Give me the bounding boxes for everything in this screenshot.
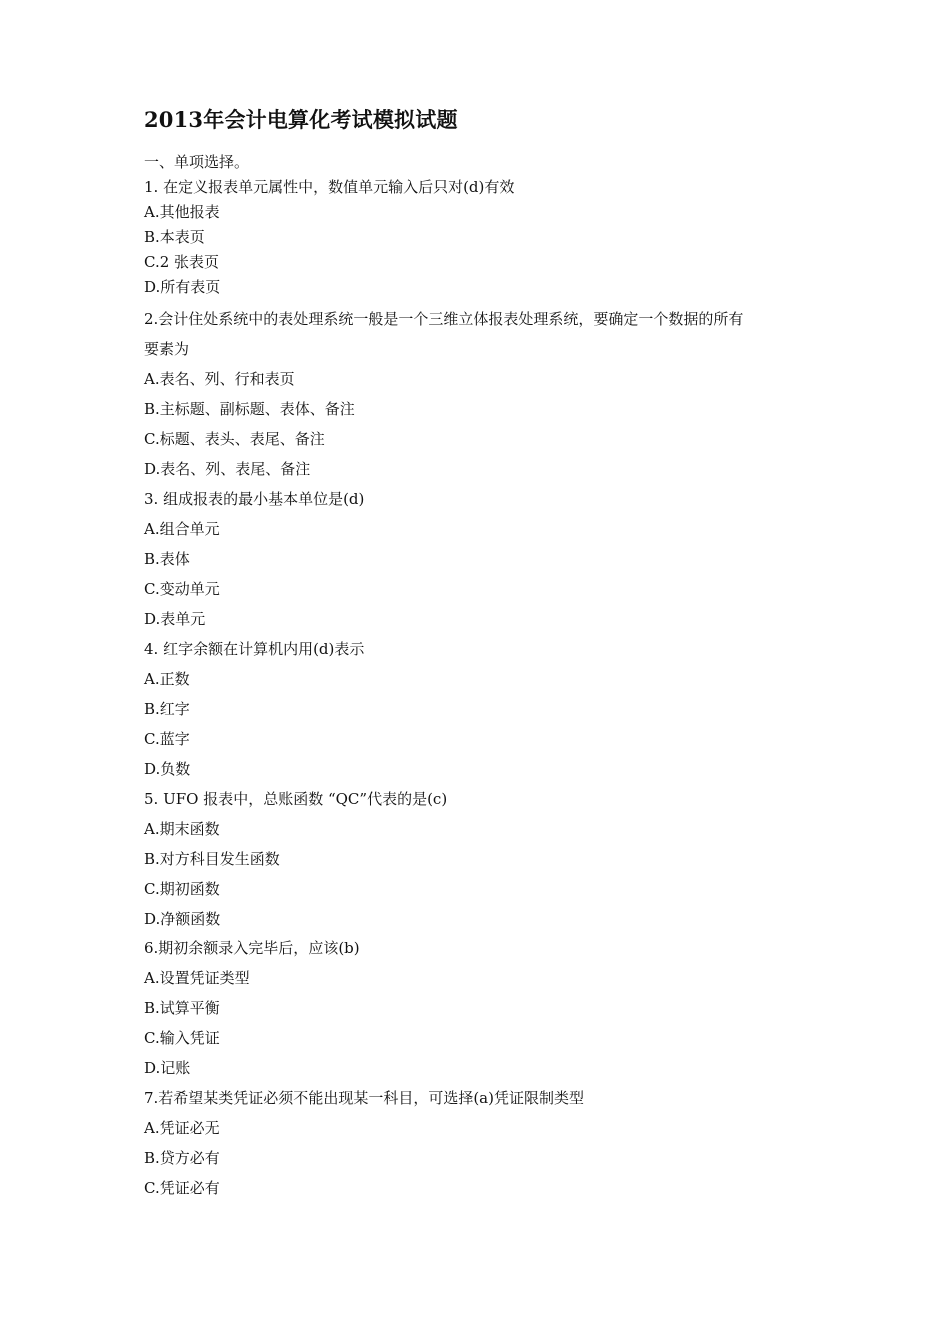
answer-option: A.设置凭证类型 [144,969,250,987]
answer-option: D.表名、列、表尾、备注 [144,460,311,478]
answer-option: A.其他报表 [144,203,220,221]
answer-option: A.表名、列、行和表页 [144,370,295,388]
answer-option: B.试算平衡 [144,999,220,1017]
question-text: 1. 在定义报表单元属性中，数值单元输入后只对(d)有效 [144,178,515,196]
answer-option: C.凭证必有 [144,1179,220,1197]
question-text: 2.会计住处系统中的表处理系统一般是一个三维立体报表处理系统，要确定一个数据的所有 [144,310,744,328]
question-text: 3. 组成报表的最小基本单位是(d) [144,490,365,508]
section-heading: 一、单项选择。 [144,153,250,171]
question-text: 6.期初余额录入完毕后，应该(b) [144,939,360,957]
answer-option: B.贷方必有 [144,1149,220,1167]
answer-option: A.期末函数 [144,820,220,838]
answer-option: B.主标题、副标题、表体、备注 [144,400,355,418]
answer-option: C.蓝字 [144,730,190,748]
answer-option: D.负数 [144,760,191,778]
answer-option: A.正数 [144,670,190,688]
answer-option: A.组合单元 [144,520,220,538]
answer-option: C.变动单元 [144,580,220,598]
answer-option: D.净额函数 [144,910,221,928]
answer-option: C.输入凭证 [144,1029,220,1047]
answer-option: D.所有表页 [144,278,221,296]
question-text: 7.若希望某类凭证必须不能出现某一科目，可选择(a)凭证限制类型 [144,1089,584,1107]
answer-option: C.2 张表页 [144,253,220,271]
answer-option: B.本表页 [144,228,205,246]
question-text: 4. 红字余额在计算机内用(d)表示 [144,640,365,658]
question-text: 5. UFO 报表中，总账函数 “QC”代表的是(c) [144,790,448,808]
answer-option: D.记账 [144,1059,191,1077]
answer-option: B.表体 [144,550,190,568]
answer-option: C.标题、表头、表尾、备注 [144,430,325,448]
answer-option: B.红字 [144,700,190,718]
answer-option: D.表单元 [144,610,206,628]
document-title: 2013年会计电算化考试模拟试题 [144,107,458,132]
answer-option: B.对方科目发生函数 [144,850,280,868]
answer-option: A.凭证必无 [144,1119,220,1137]
question-text: 要素为 [144,340,190,358]
answer-option: C.期初函数 [144,880,220,898]
